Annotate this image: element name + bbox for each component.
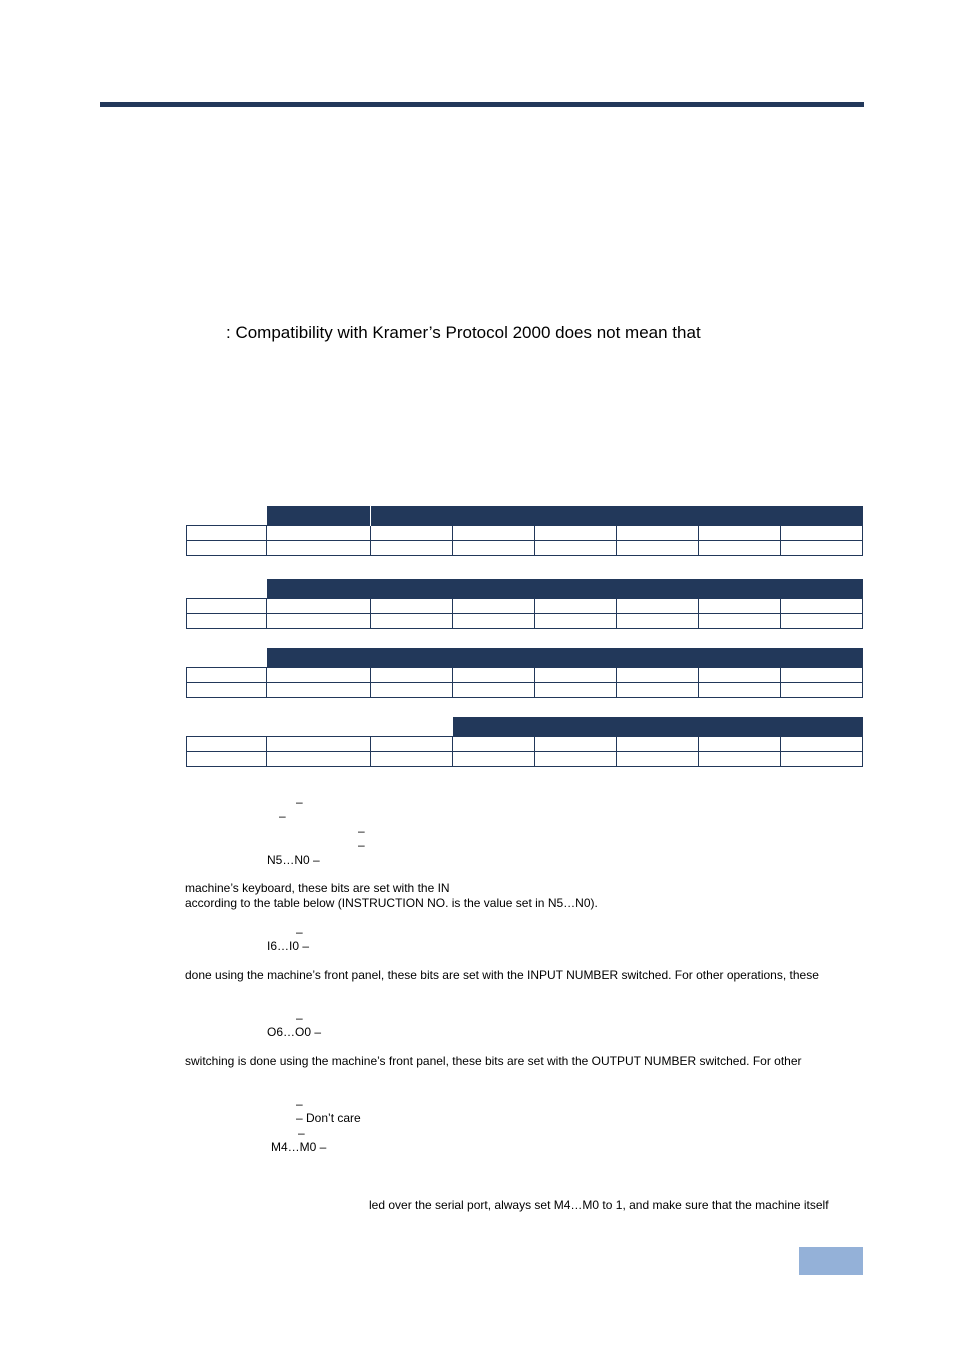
bit-dash: –	[358, 838, 365, 852]
table-header-cell	[453, 717, 863, 737]
n-bits-label: N5…N0 –	[267, 853, 320, 867]
bit-dash: –	[358, 824, 365, 838]
header-rule	[100, 102, 864, 107]
bit-dash: –	[296, 1097, 303, 1111]
bit-dash: –	[279, 809, 286, 823]
table-row	[187, 526, 863, 541]
dont-care-label: – Don’t care	[296, 1111, 361, 1125]
bit-dash: –	[296, 1011, 303, 1025]
bit-dash: –	[296, 925, 303, 939]
table-row	[187, 541, 863, 556]
bit-table-4	[186, 717, 863, 767]
m-bits-description: led over the serial port, always set M4…M0 to 1, and make sure that the machine itself	[369, 1198, 829, 1212]
i-bits-label: I6…I0 –	[267, 939, 310, 953]
m-bits-label: M4…M0 –	[271, 1140, 327, 1154]
table-header-cell	[267, 579, 863, 599]
compatibility-note: : Compatibility with Kramer’s Protocol 2000 does not mean that	[226, 323, 701, 342]
table-row	[187, 683, 863, 698]
table-header-cell	[371, 506, 863, 526]
bit-dash: –	[298, 1126, 305, 1140]
table-row	[187, 599, 863, 614]
bit-dash: –	[296, 795, 303, 809]
bit-table-2	[186, 579, 863, 629]
n-bits-description-line1: machine’s keyboard, these bits are set with the IN	[185, 881, 450, 895]
table-header-cell	[267, 648, 863, 668]
i-bits-description: done using the machine’s front panel, these bits are set with the INPUT NUMBER switched. For other operations, these	[185, 968, 819, 982]
table-row	[187, 668, 863, 683]
bit-table-3	[186, 648, 863, 698]
o-bits-label: O6…O0 –	[267, 1025, 322, 1039]
page-number-badge	[799, 1247, 863, 1275]
table-header-cell	[267, 506, 371, 526]
o-bits-description: switching is done using the machine’s front panel, these bits are set with the OUTPUT NUMBER switched. For other	[185, 1054, 802, 1068]
bit-table-1	[186, 506, 863, 556]
table-row	[187, 614, 863, 629]
table-row	[187, 752, 863, 767]
table-row	[187, 737, 863, 752]
n-bits-description-line2: according to the table below (INSTRUCTION NO. is the value set in N5…N0).	[185, 896, 598, 910]
